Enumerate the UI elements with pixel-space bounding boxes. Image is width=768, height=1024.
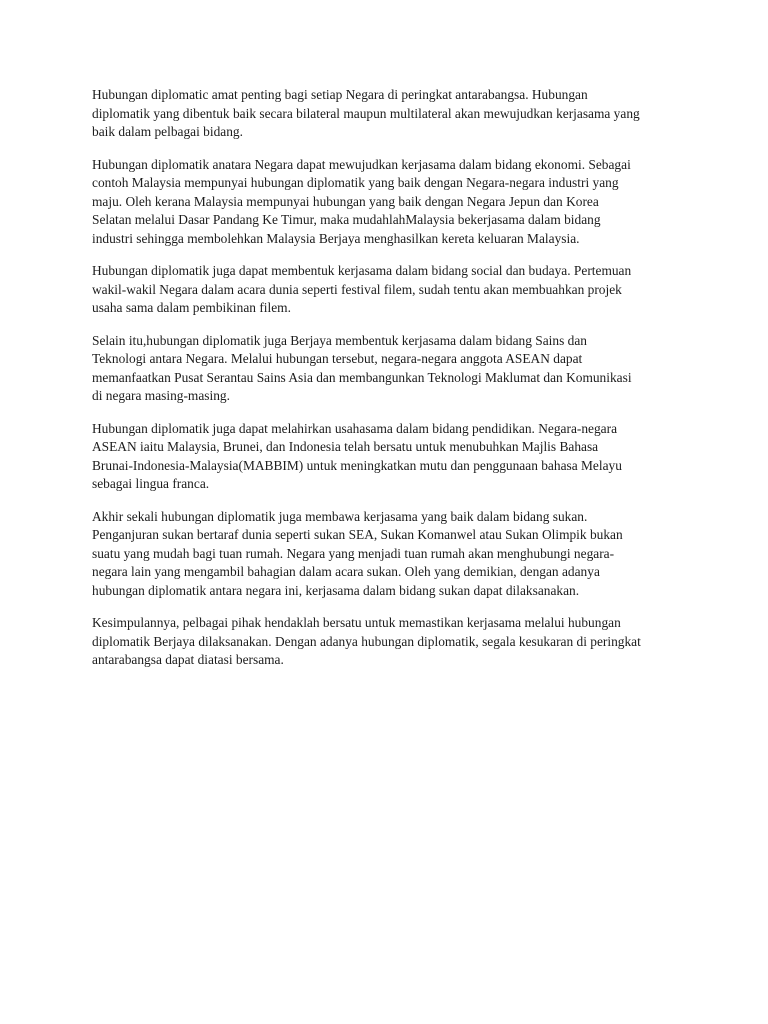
paragraph-sports [92, 508, 680, 601]
paragraph-line: ASEAN iaitu Malaysia, Brunei, dan Indonesia telah bersatu untuk menubuhkan Majlis Bahasa [92, 439, 599, 454]
document-body [92, 86, 680, 684]
paragraph-line: industri sehingga membolehkan Malaysia Berjaya menghasilkan kereta keluaran Malaysia. [92, 230, 580, 246]
paragraph-line: Selain itu,hubungan diplomatik juga Berjaya membentuk kerjasama dalam bidang Sains dan [92, 332, 587, 348]
paragraph-line: Kesimpulannya, pelbagai pihak hendaklah bersatu untuk memastikan kerjasama melalui hubungan [92, 615, 621, 630]
paragraph-line: memanfaatkan Pusat Serantau Sains Asia dan membangunkan Teknologi Maklumat dan Komunikasi [92, 369, 632, 385]
paragraph-line: diplomatik yang dibentuk baik secara bilateral maupun multilateral akan mewujudkan kerjasama yang [92, 105, 640, 121]
paragraph-line: Hubungan diplomatic amat penting bagi setiap Negara di peringkat antarabangsa. Hubungan [92, 87, 588, 102]
paragraph-line: baik dalam pelbagai bidang. [92, 124, 243, 139]
paragraph-introduction [92, 86, 680, 142]
paragraph-line: sebagai lingua franca. [92, 476, 210, 491]
paragraph-line: maju. Oleh kerana Malaysia mempunyai hubungan yang baik dengan Negara Jepun dan Korea [92, 193, 599, 209]
paragraph-line: Teknologi antara Negara. Melalui hubungan tersebut, negara-negara anggota ASEAN dapat [92, 351, 583, 366]
paragraph-line: diplomatik Berjaya dilaksanakan. Dengan adanya hubungan diplomatik, segala kesukaran di peringkat [92, 633, 641, 649]
paragraph-line: suatu yang mudah bagi tuan rumah. Negara yang menjadi tuan rumah akan menghubungi negara- [92, 545, 615, 561]
paragraph-line: usaha sama dalam pembikinan filem. [92, 300, 291, 315]
paragraph-line: contoh Malaysia mempunyai hubungan diplomatik yang baik dengan Negara-negara industri yang [92, 175, 619, 190]
paragraph-line: Penganjuran sukan bertaraf dunia seperti sukan SEA, Sukan Komanwel atau Sukan Olimpik bukan [92, 527, 623, 542]
paragraph-economy [92, 156, 680, 249]
paragraph-line: di negara masing-masing. [92, 388, 230, 403]
paragraph-line: negara lain yang mengambil bahagian dalam acara sukan. Oleh yang demikian, dengan adanya [92, 564, 600, 579]
paragraph-line: antarabangsa dapat diatasi bersama. [92, 652, 284, 667]
paragraph-line: hubungan diplomatik antara negara ini, kerjasama dalam bidang sukan dapat dilaksanakan. [92, 582, 580, 598]
paragraph-science-technology [92, 332, 680, 406]
paragraph-line: Selatan melalui Dasar Pandang Ke Timur, maka mudahlahMalaysia bekerjasama dalam bidang [92, 212, 601, 227]
paragraph-line: Hubungan diplomatik anatara Negara dapat mewujudkan kerjasama dalam bidang ekonomi. Sebagai [92, 156, 631, 172]
paragraph-line: wakil-wakil Negara dalam acara dunia seperti festival filem, sudah tentu akan membuahkan projek [92, 281, 622, 297]
paragraph-line: Hubungan diplomatik juga dapat membentuk kerjasama dalam bidang social dan budaya. Pertemuan [92, 263, 632, 278]
paragraph-line: Hubungan diplomatik juga dapat melahirkan usahasama dalam bidang pendidikan. Negara-negara [92, 420, 618, 436]
paragraph-social-culture [92, 262, 680, 318]
paragraph-conclusion [92, 614, 680, 670]
paragraph-line: Akhir sekali hubungan diplomatik juga membawa kerjasama yang baik dalam bidang sukan. [92, 508, 588, 524]
paragraph-education [92, 420, 680, 494]
paragraph-line: Brunai-Indonesia-Malaysia(MABBIM) untuk meningkatkan mutu dan penggunaan bahasa Melayu [92, 457, 622, 473]
